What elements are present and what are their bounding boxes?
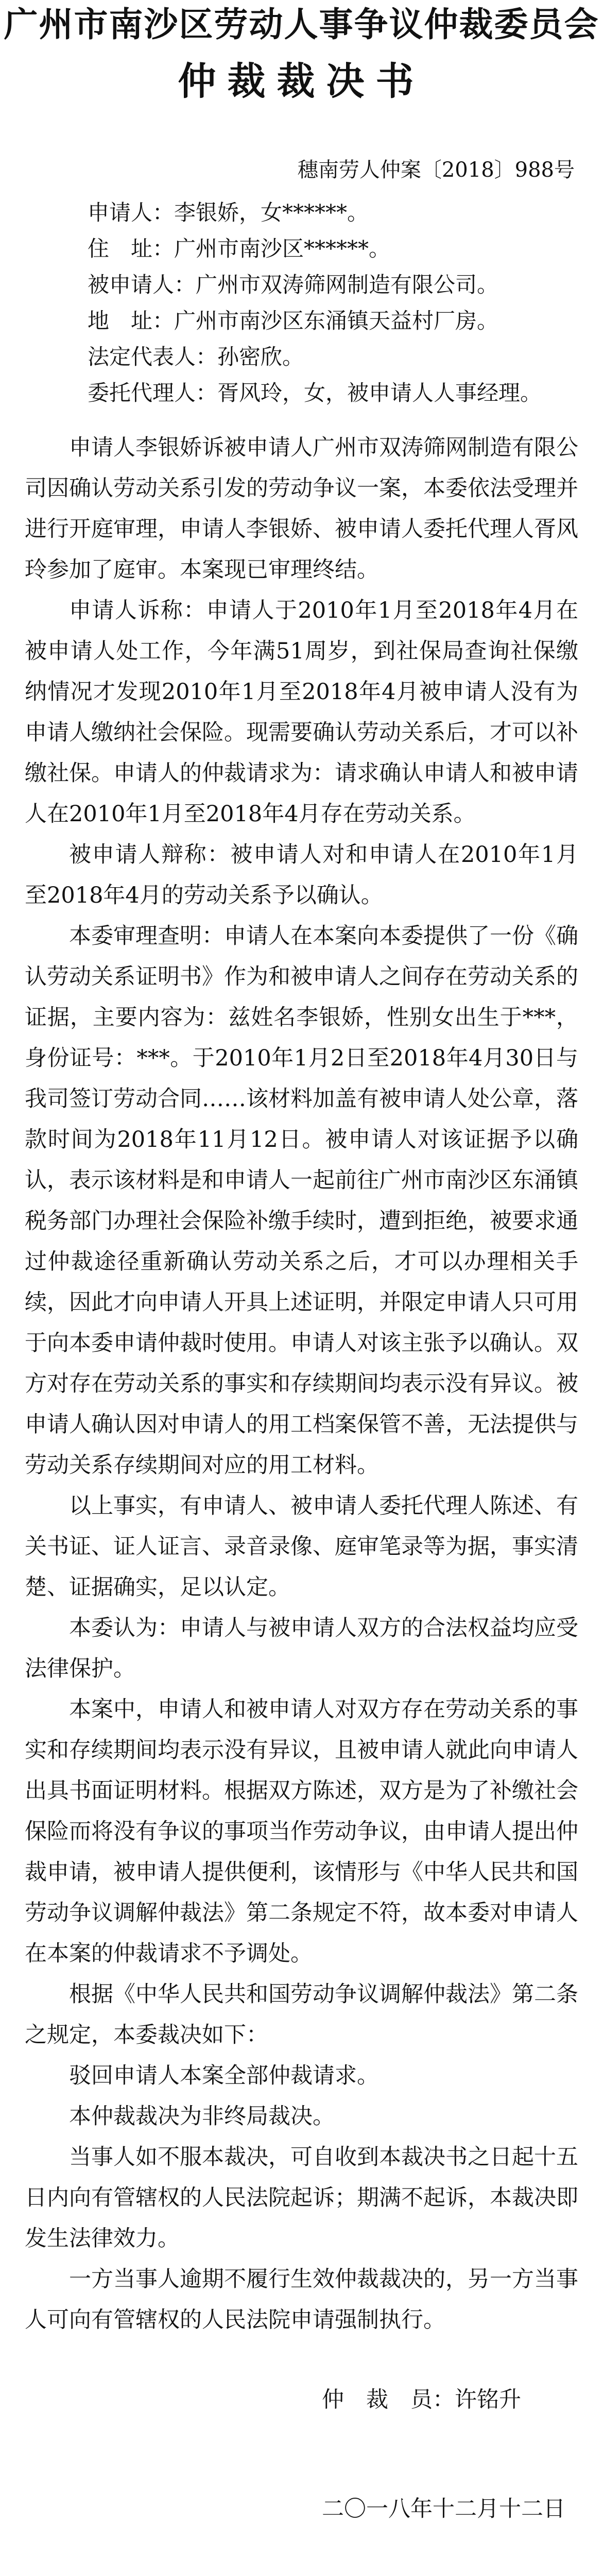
paragraph-legal-basis: 根据《中华人民共和国劳动争议调解仲裁法》第二条之规定，本委裁决如下：	[25, 1981, 578, 2048]
paragraph-ruling: 驳回申请人本案全部仲裁请求。	[69, 2063, 379, 2089]
party-respondent: 被申请人：广州市双涛筛网制造有限公司。	[88, 272, 499, 297]
party-legal-representative: 法定代表人：孙密欣。	[88, 344, 304, 369]
award-body	[25, 428, 578, 2341]
party-applicant: 申请人：李银娇，女******。	[88, 200, 369, 225]
paragraph-case-intro: 申请人李银娇诉被申请人广州市双涛筛网制造有限公司因确认劳动关系引发的劳动争议一案，本委依法受理并进行开庭审理，申请人李银娇、被申请人委托代理人胥风玲参加了庭审。本案现已审理终结。	[25, 435, 578, 583]
case-number: 穗南劳人仲案〔2018〕988号	[297, 158, 575, 182]
paragraph-opinion: 本委认为：申请人与被申请人双方的合法权益均应受法律保护。	[25, 1615, 578, 1682]
paragraph-evidence: 以上事实，有申请人、被申请人委托代理人陈述、有关书证、证人证言、录音录像、庭审笔录等为据，事实清楚、证据确实，足以认定。	[25, 1493, 578, 1600]
paragraph-appeal-rights: 当事人如不服本裁决，可自收到本裁决书之日起十五日内向有管辖权的人民法院起诉；期满不起诉，本裁决即发生法律效力。	[25, 2144, 578, 2251]
paragraph-non-final: 本仲裁裁决为非终局裁决。	[69, 2104, 335, 2129]
paragraph-facts-found: 本委审理查明：申请人在本案向本委提供了一份《确认劳动关系证明书》作为和被申请人之间存在劳动关系的证据，主要内容为：兹姓名李银娇，性别女出生于***，身份证号：***。于2010年1月2日至2018年4月30日与我司签订劳动合同……该材料加盖有被申请人处公章，落款时间为2018年11月12日。被申请人对该证据予以确认，表示该材料是和申请人一起前往广州市南沙区东涌镇税务部门办理社会保险补缴手续时，遭到拒绝，被要求通过仲裁途径重新确认劳动关系之后，才可以办理相关手续，因此才向申请人开具上述证明，并限定申请人只可用于向本委申请仲裁时使用。申请人对该主张予以确认。双方对存在劳动关系的事实和存续期间均表示没有异议。被申请人确认因对申请人的用工档案保管不善，无法提供与劳动关系存续期间对应的用工材料。	[25, 923, 578, 1478]
document-title: 仲裁裁决书	[178, 59, 425, 104]
arbitrator-signature: 仲 裁 员：许铭升	[322, 2387, 521, 2413]
award-date: 二〇一八年十二月十二日	[322, 2496, 565, 2522]
party-respondent-address: 地 址：广州市南沙区东涌镇天益村厂房。	[88, 308, 499, 333]
party-agent: 委托代理人：胥风玲，女，被申请人人事经理。	[88, 380, 542, 405]
commission-name: 广州市南沙区劳动人事争议仲裁委员会	[4, 4, 599, 44]
party-applicant-address: 住 址：广州市南沙区******。	[88, 236, 391, 261]
paragraph-respondent-defense: 被申请人辩称：被申请人对和申请人在2010年1月至2018年4月的劳动关系予以确认。	[25, 842, 578, 908]
paragraph-applicant-claim: 申请人诉称：申请人于2010年1月至2018年4月在被申请人处工作，今年满51周岁，到社保局查询社保缴纳情况才发现2010年1月至2018年4月被申请人没有为申请人缴纳社会保险。现需要确认劳动关系后，才可以补缴社保。申请人的仲裁请求为：请求确认申请人和被申请人在2010年1月至2018年4月存在劳动关系。	[25, 598, 578, 827]
paragraph-enforcement: 一方当事人逾期不履行生效仲裁裁决的，另一方当事人可向有管辖权的人民法院申请强制执行。	[25, 2266, 578, 2333]
paragraph-analysis: 本案中，申请人和被申请人对双方存在劳动关系的事实和存续期间均表示没有异议，且被申请人就此向申请人出具书面证明材料。根据双方陈述，双方是为了补缴社会保险而将没有争议的事项当作劳动争议，由申请人提出仲裁申请，被申请人提供便利，该情形与《中华人民共和国劳动争议调解仲裁法》第二条规定不符，故本委对申请人在本案的仲裁请求不予调处。	[25, 1697, 578, 1967]
